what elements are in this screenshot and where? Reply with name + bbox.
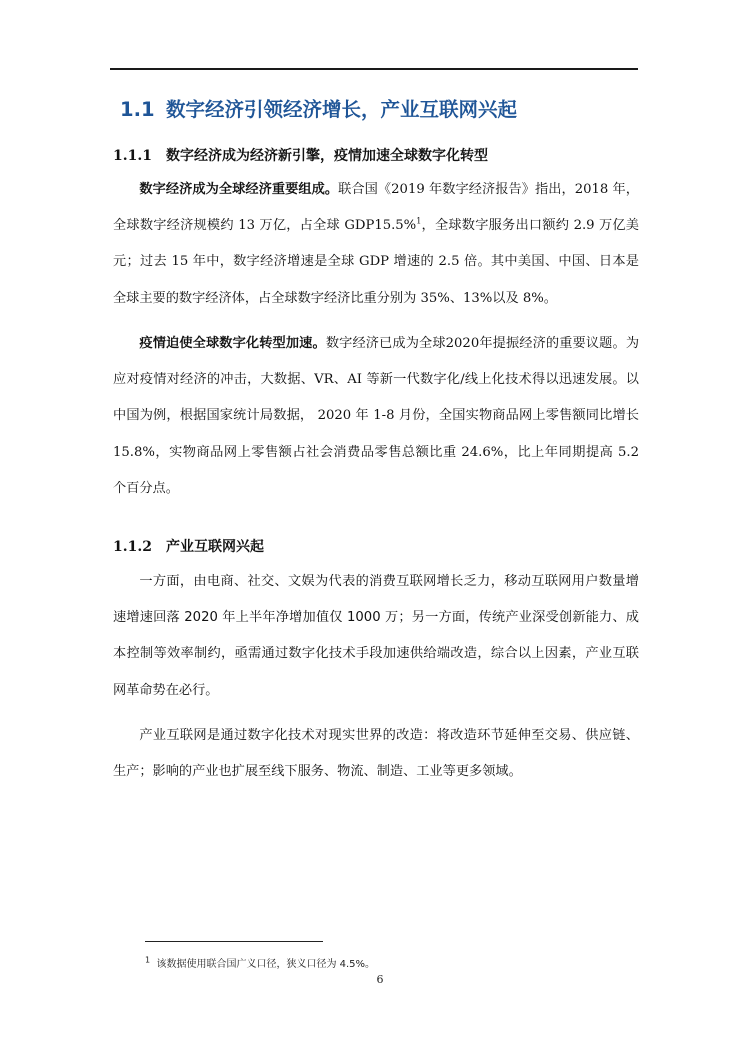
- section-heading: [120, 94, 640, 122]
- footnote-separator: [145, 941, 323, 942]
- subsection-number-1: 1.1.1: [113, 148, 152, 164]
- footnote: [145, 955, 375, 970]
- paragraph-3-text: 一方面，由电商、社交、文娱为代表的消费互联网增长乏力，移动互联网用户数量增速增速回落 2020 年上半年净增加值仅 1000 万；另一方面，传统产业深受创新能力、成本控制等效率制约，亟需通过数字化技术手段加速供给端改造，综合以上因素，产业互联网革命势在必行。: [113, 574, 639, 698]
- paragraph-2: [113, 326, 639, 507]
- header-rule: [110, 68, 638, 70]
- section-title: 数字经济引领经济增长，产业互联网兴起: [166, 98, 518, 121]
- paragraph-1-text-b: ，全球数字服务出口额约 2.9 万亿美元；过去 15 年中，数字经济增速是全球 GDP 增速的 2.5 倍。其中美国、中国、日本是全球主要的数字经济体，占全球数字经济比重分别为 35%、13%以及 8%。: [113, 218, 639, 306]
- paragraph-2-lead: 疫情迫使全球数字化转型加速。: [139, 336, 326, 351]
- paragraph-2-text: 数字经济已成为全球2020年提振经济的重要议题。为应对疫情对经济的冲击，大数据、VR、AI 等新一代数字化/线上化技术得以迅速发展。以中国为例，根据国家统计局数据， 2020 年 1-8 月份，全国实物商品网上零售额同比增长 15.8%，实物商品网上零售额占社会消费品零售总额比重 24.6%，比上年同期提高 5.2 个百分点。: [113, 336, 640, 496]
- paragraph-1-text-a: 联合国《2019 年数字经济报告》指出，2018 年，全球数字经济规模约 13 万亿，占全球 GDP15.5%: [113, 182, 639, 234]
- page-number: 6: [376, 973, 384, 986]
- subsection-title-2: 产业互联网兴起: [166, 539, 264, 555]
- subsection-heading-2: [113, 536, 638, 556]
- subsection-number-2: 1.1.2: [113, 539, 152, 555]
- paragraph-4-text: 产业互联网是通过数字化技术对现实世界的改造：将改造环节延伸至交易、供应链、生产；影响的产业也扩展至线下服务、物流、制造、工业等更多领域。: [113, 728, 639, 780]
- subsection-heading-1: [113, 145, 638, 165]
- footnote-marker: 1: [145, 955, 151, 965]
- footnote-reference[interactable]: 1: [416, 216, 422, 226]
- section-number: 1.1: [120, 98, 155, 121]
- paragraph-4: [113, 718, 639, 790]
- paragraph-3: [113, 564, 639, 709]
- footnote-text: 该数据使用联合国广义口径，狭义口径为 4.5%。: [156, 959, 376, 970]
- paragraph-1-lead: 数字经济成为全球经济重要组成。: [139, 182, 339, 197]
- paragraph-1: [113, 172, 639, 317]
- subsection-title-1: 数字经济成为经济新引擎，疫情加速全球数字化转型: [166, 148, 488, 164]
